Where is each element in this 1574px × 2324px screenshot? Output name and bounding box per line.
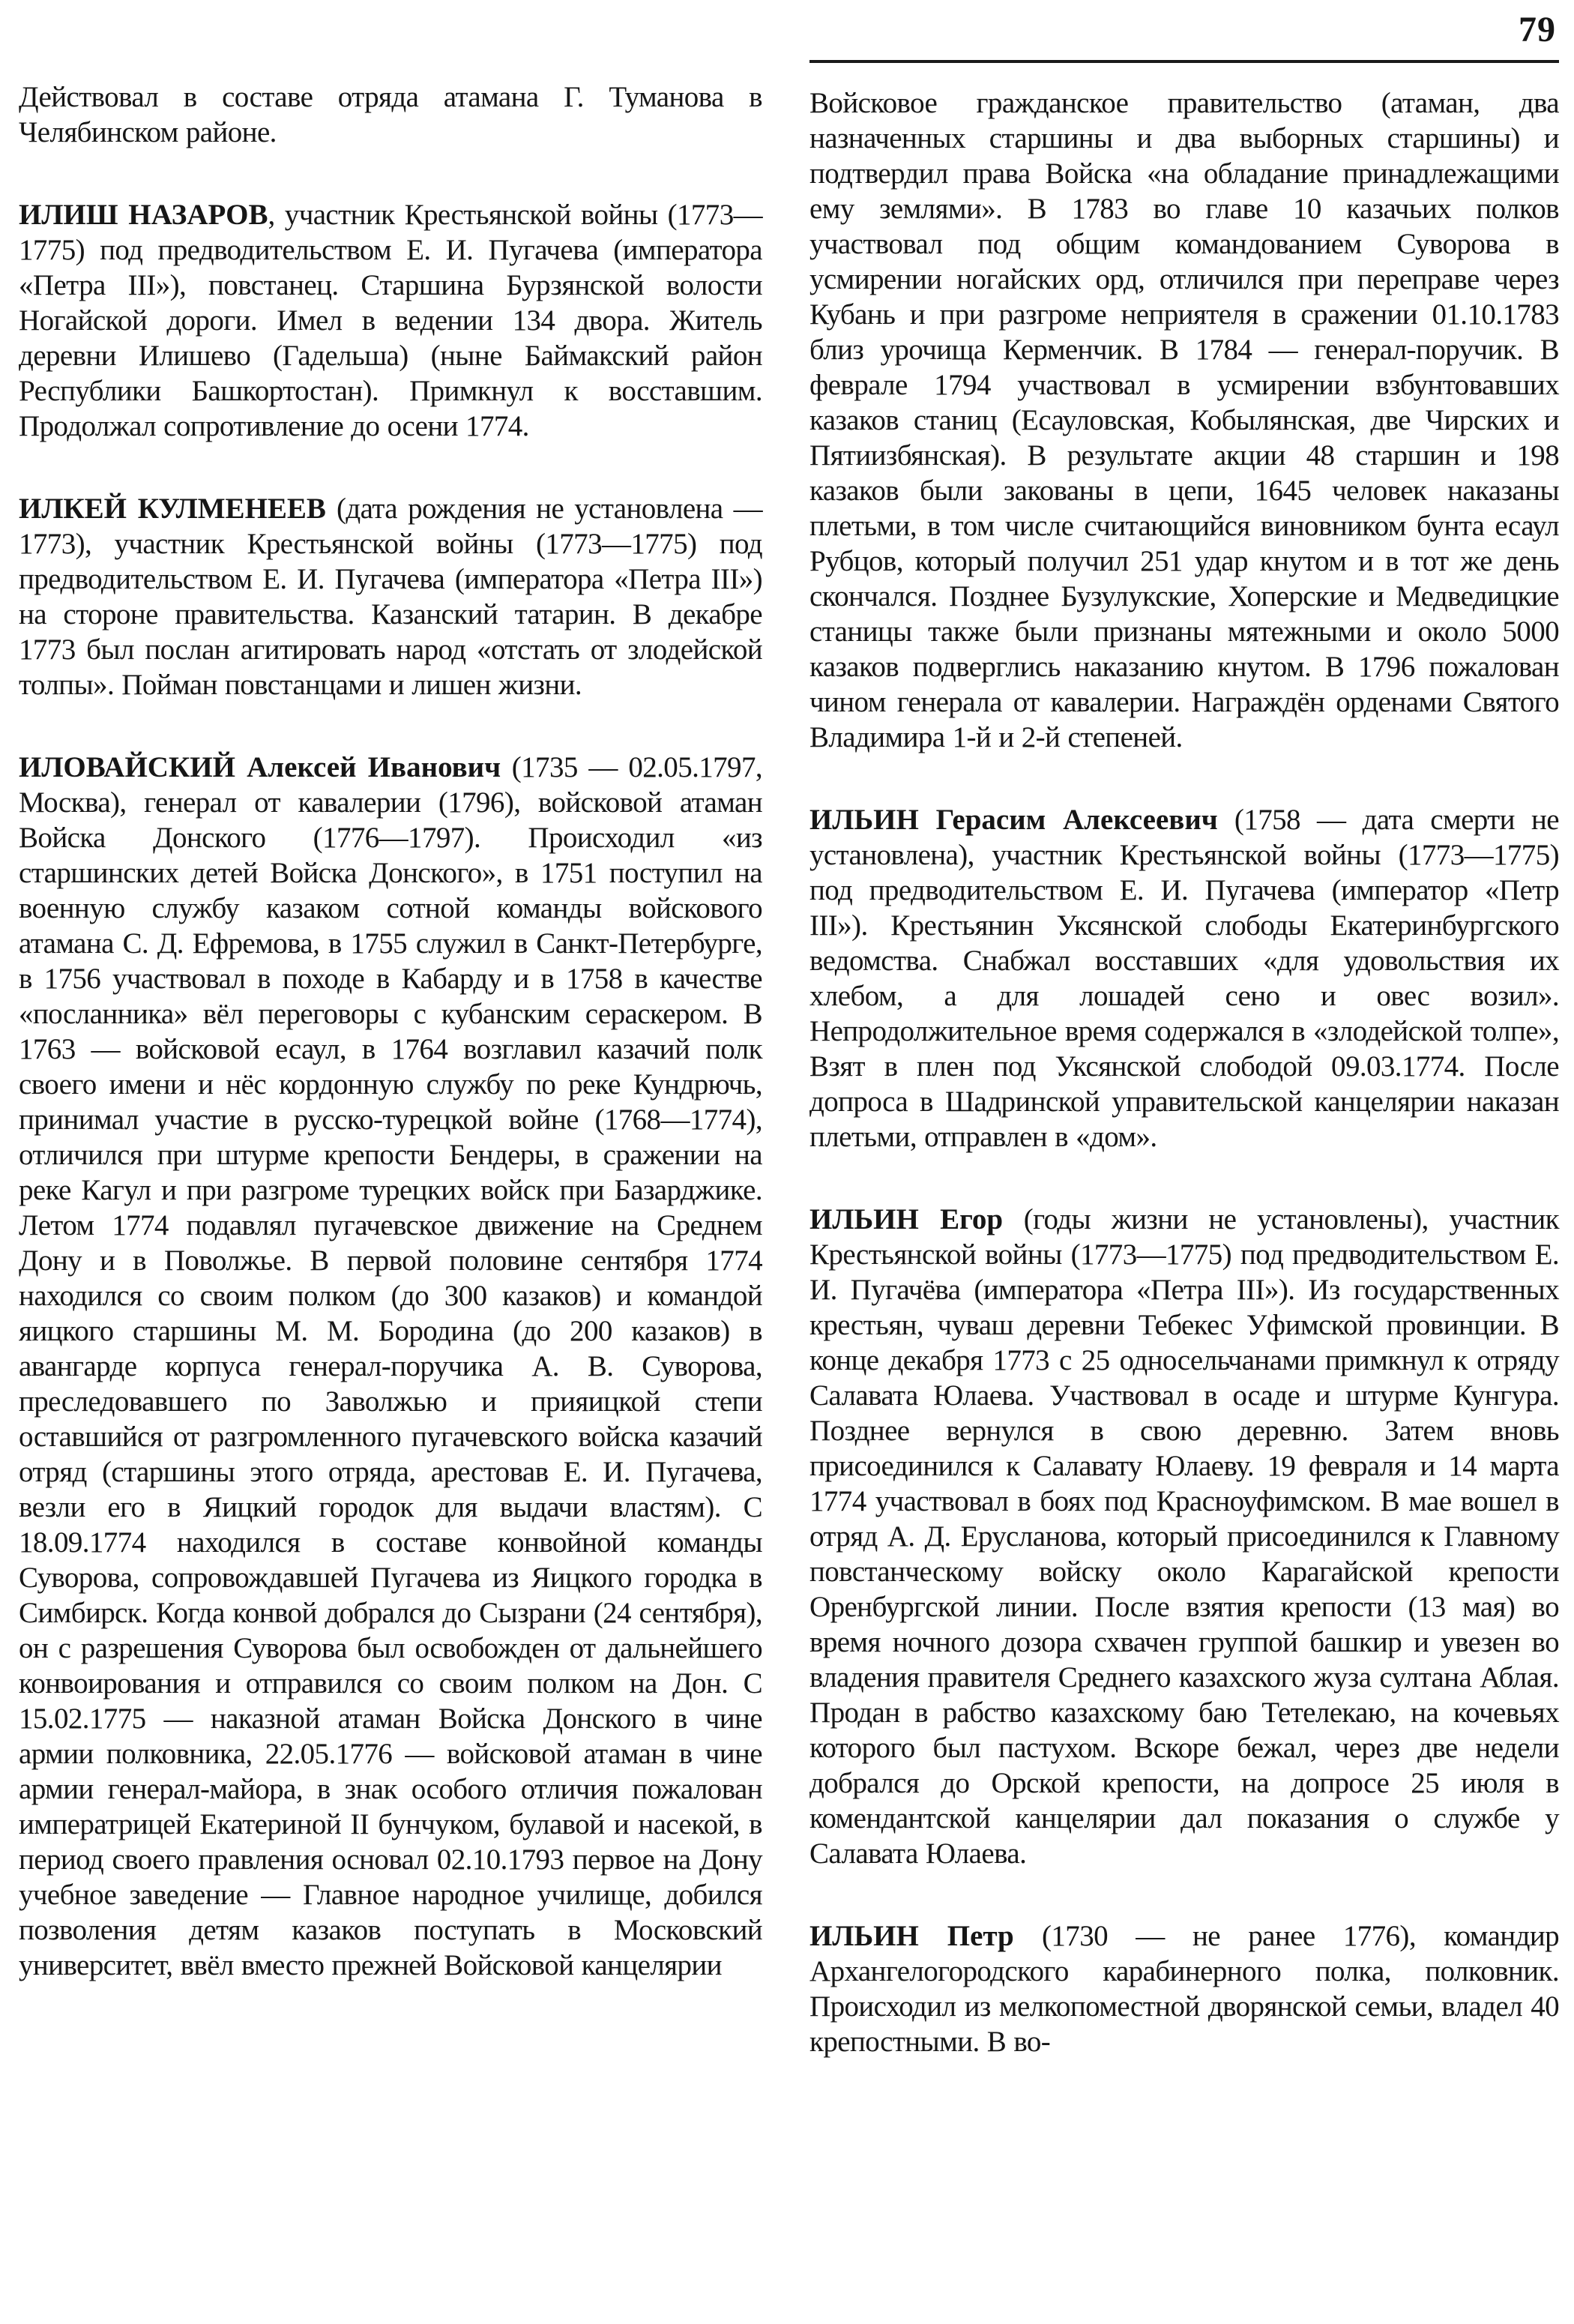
entry-headword: ИЛИШ НАЗАРОВ — [19, 199, 268, 231]
right-column — [809, 0, 1559, 2059]
entry-text: Войсковое гражданское правительство (атаман, два назначенных старшины и два выборных старшины) и подтвердил права Войска «на обладание принадлежащими ему землями». В 1783 во главе 10 казачьих полков участвовал под общим командованием Суворова в усмирении ногайских орд, отличился при переправе через Кубань и при разгроме неприятеля в сражении 01.10.1783 близ урочища Керменчик. В 1784 — генерал-поручик. В феврале 1794 участвовал в усмирении взбунтовавших казаков станиц (Есауловская, Кобылянская, две Чирских и Пятиизбянская). В результате акции 48 старшин и 198 казаков были закованы в цепи, 1645 человек наказаны плетьми, в том числе считающийся виновником бунта есаул Рубцов, который получил 251 удар кнутом и в тот же день скончался. Позднее Бузулукские, Хоперские и Медведицкие станицы также были признаны мятежными и около 5000 казаков подверглись наказанию кнутом. В 1796 пожалован чином генерала от кавалерии. Награждён орденами Святого Владимира 1-й и 2-й степеней. — [809, 87, 1559, 753]
entry-headword: ИЛЬИН Герасим Алексеевич — [809, 804, 1218, 836]
entry-text: (1758 — дата смерти не установлена), участник Крестьянской войны (1773—1775) под предводительством Е. И. Пугачева (император «Петр III»). Крестьянин Уксянской слободы Екатеринбургского ведомства. Снабжал восставших «для удовольствия их хлебом, а для лошадей сено и овес возил». Непродолжительное время содержался в «злодейской толпе», Взят в плен под Уксянской слободой 09.03.1774. После допроса в Шадринской управительской канцелярии наказан плетьми, отправлен в «дом». — [809, 804, 1559, 1153]
entry-ilin-petr — [809, 1918, 1559, 2059]
entry-ilkey-kulmeneev — [19, 491, 762, 702]
entry-headword: ИЛОВАЙСКИЙ Алексей Иванович — [19, 751, 501, 783]
entry-text: (1730 — не ранее 1776), командир Архангелогородского карабинерного полка, полковник. Происходил из мелкопоместной дворянской семьи, владел 40 крепостными. В во- — [809, 1920, 1559, 2058]
entry-continuation — [809, 85, 1559, 755]
entry-headword: ИЛЬИН Егор — [809, 1203, 1004, 1235]
entry-headword: ИЛЬИН Петр — [809, 1920, 1014, 1952]
entry-ilin-egor — [809, 1202, 1559, 1871]
entry-headword: ИЛКЕЙ КУЛМЕНЕЕВ — [19, 493, 326, 525]
header-rule — [809, 60, 1559, 63]
entry-text: Действовал в составе отряда атамана Г. Туманова в Челябинском районе. — [19, 81, 762, 148]
entry-text: (1735 — 02.05.1797, Москва), генерал от кавалерии (1796), войсковой атаман Войска Донского (1776—1797). Происходил «из старшинских детей Войска Донского», в 1751 поступил на военную службу казаком сотной команды войскового атамана С. Д. Ефремова, в 1755 служил в Санкт-Петербурге, в 1756 участвовал в походе в Кабарду и в 1758 в качестве «посланника» вёл переговоры с кубанским сераскером. В 1763 — войсковой есаул, в 1764 возглавил казачий полк своего имени и нёс кордонную службу по реке Кундрючь, принимал участие в русско-турецкой войне (1768—1774), отличился при штурме крепости Бендеры, в сражении на реке Кагул и при разгроме турецких войск при Базарджике. Летом 1774 подавлял пугачевское движение на Среднем Дону и в Поволжье. В первой половине сентября 1774 находился со своим полком (до 300 казаков) и командой яицкого старшины М. М. Бородина (до 200 казаков) в авангарде корпуса генерал-поручика А. В. Суворова, преследовавшего по Заволжью и прияицкой степи оставшийся от разгромленного пугачевского войска казачий отряд (старшины этого отряда, арестовав Е. И. Пугачева, везли его в Яицкий городок для выдачи властям). С 18.09.1774 находился в составе конвойной команды Суворова, сопровождавшей Пугачева из Яицкого городка в Симбирск. Когда конвой добрался до Сызрани (24 сентября), он с разрешения Суворова был освобожден от дальнейшего конвоирования и отправился со своим полком на Дон. С 15.02.1775 — наказной атаман Войска Донского в чине армии полковника, 22.05.1776 — войсковой атаман в чине армии генерал-майора, в знак особого отличия пожалован императрицей Екатериной II бунчуком, булавой и насекой, в период своего правления основал 02.10.1793 первое на Дону учебное заведение — Главное народное училище, добился позволения детям казаков поступать в Московский университет, ввёл вместо прежней Войсковой канцелярии — [19, 751, 762, 1981]
entry-text: , участник Крестьянской войны (1773—1775) под предводительством Е. И. Пугачева (императора «Петра III»), повстанец. Старшина Бурзянской волости Ногайской дороги. Имел в ведении 134 двора. Житель деревни Илишево (Гадельша) (ныне Баймакский район Республики Башкортостан). Примкнул к восставшим. Продолжал сопротивление до осени 1774. — [19, 199, 763, 442]
entry-ilin-gerasim — [809, 802, 1559, 1155]
entry-ilovayskiy — [19, 750, 762, 1983]
entry-ilish-nazarov — [19, 197, 762, 444]
left-column — [19, 0, 762, 1983]
entry-continuation — [19, 79, 762, 150]
page-number: 79 — [1519, 10, 1556, 49]
entry-text: (дата рождения не установлена — 1773), участник Крестьянской войны (1773—1775) под предводительством Е. И. Пугачева (императора «Петра III») на стороне правительства. Казанский татарин. В декабре 1773 был послан агитировать народ «отстать от злодейской толпы». Пойман повстанцами и лишен жизни. — [19, 493, 762, 701]
page-header — [809, 0, 1559, 85]
entry-text: (годы жизни не установлены), участник Крестьянской войны (1773—1775) под предводительством Е. И. Пугачёва (императора «Петра III»). Из государственных крестьян, чуваш деревни Тебекес Уфимской провинции. В конце декабря 1773 с 25 односельчанами примкнул к отряду Салавата Юлаева. Участвовал в осаде и штурме Кунгура. Позднее вернулся в свою деревню. Затем вновь присоединился к Салавату Юлаеву. 19 февраля и 14 марта 1774 участвовал в боях под Красноуфимском. В мае вошел в отряд А. Д. Ерусланова, который присоединился к Главному повстанческому войску около Карагайской крепости Оренбургской линии. После взятия крепости (13 мая) во время ночного дозора схвачен группой башкир и увезен во владения правителя Среднего казахского жуза султана Аблая. Продан в рабство казахскому баю Тетелекаю, на кочевьях которого был пастухом. Вскоре бежал, через две недели добрался до Орской крепости, на допросе 25 июля в комендантской канцелярии дал показания о службе у Салавата Юлаева. — [809, 1203, 1560, 1870]
